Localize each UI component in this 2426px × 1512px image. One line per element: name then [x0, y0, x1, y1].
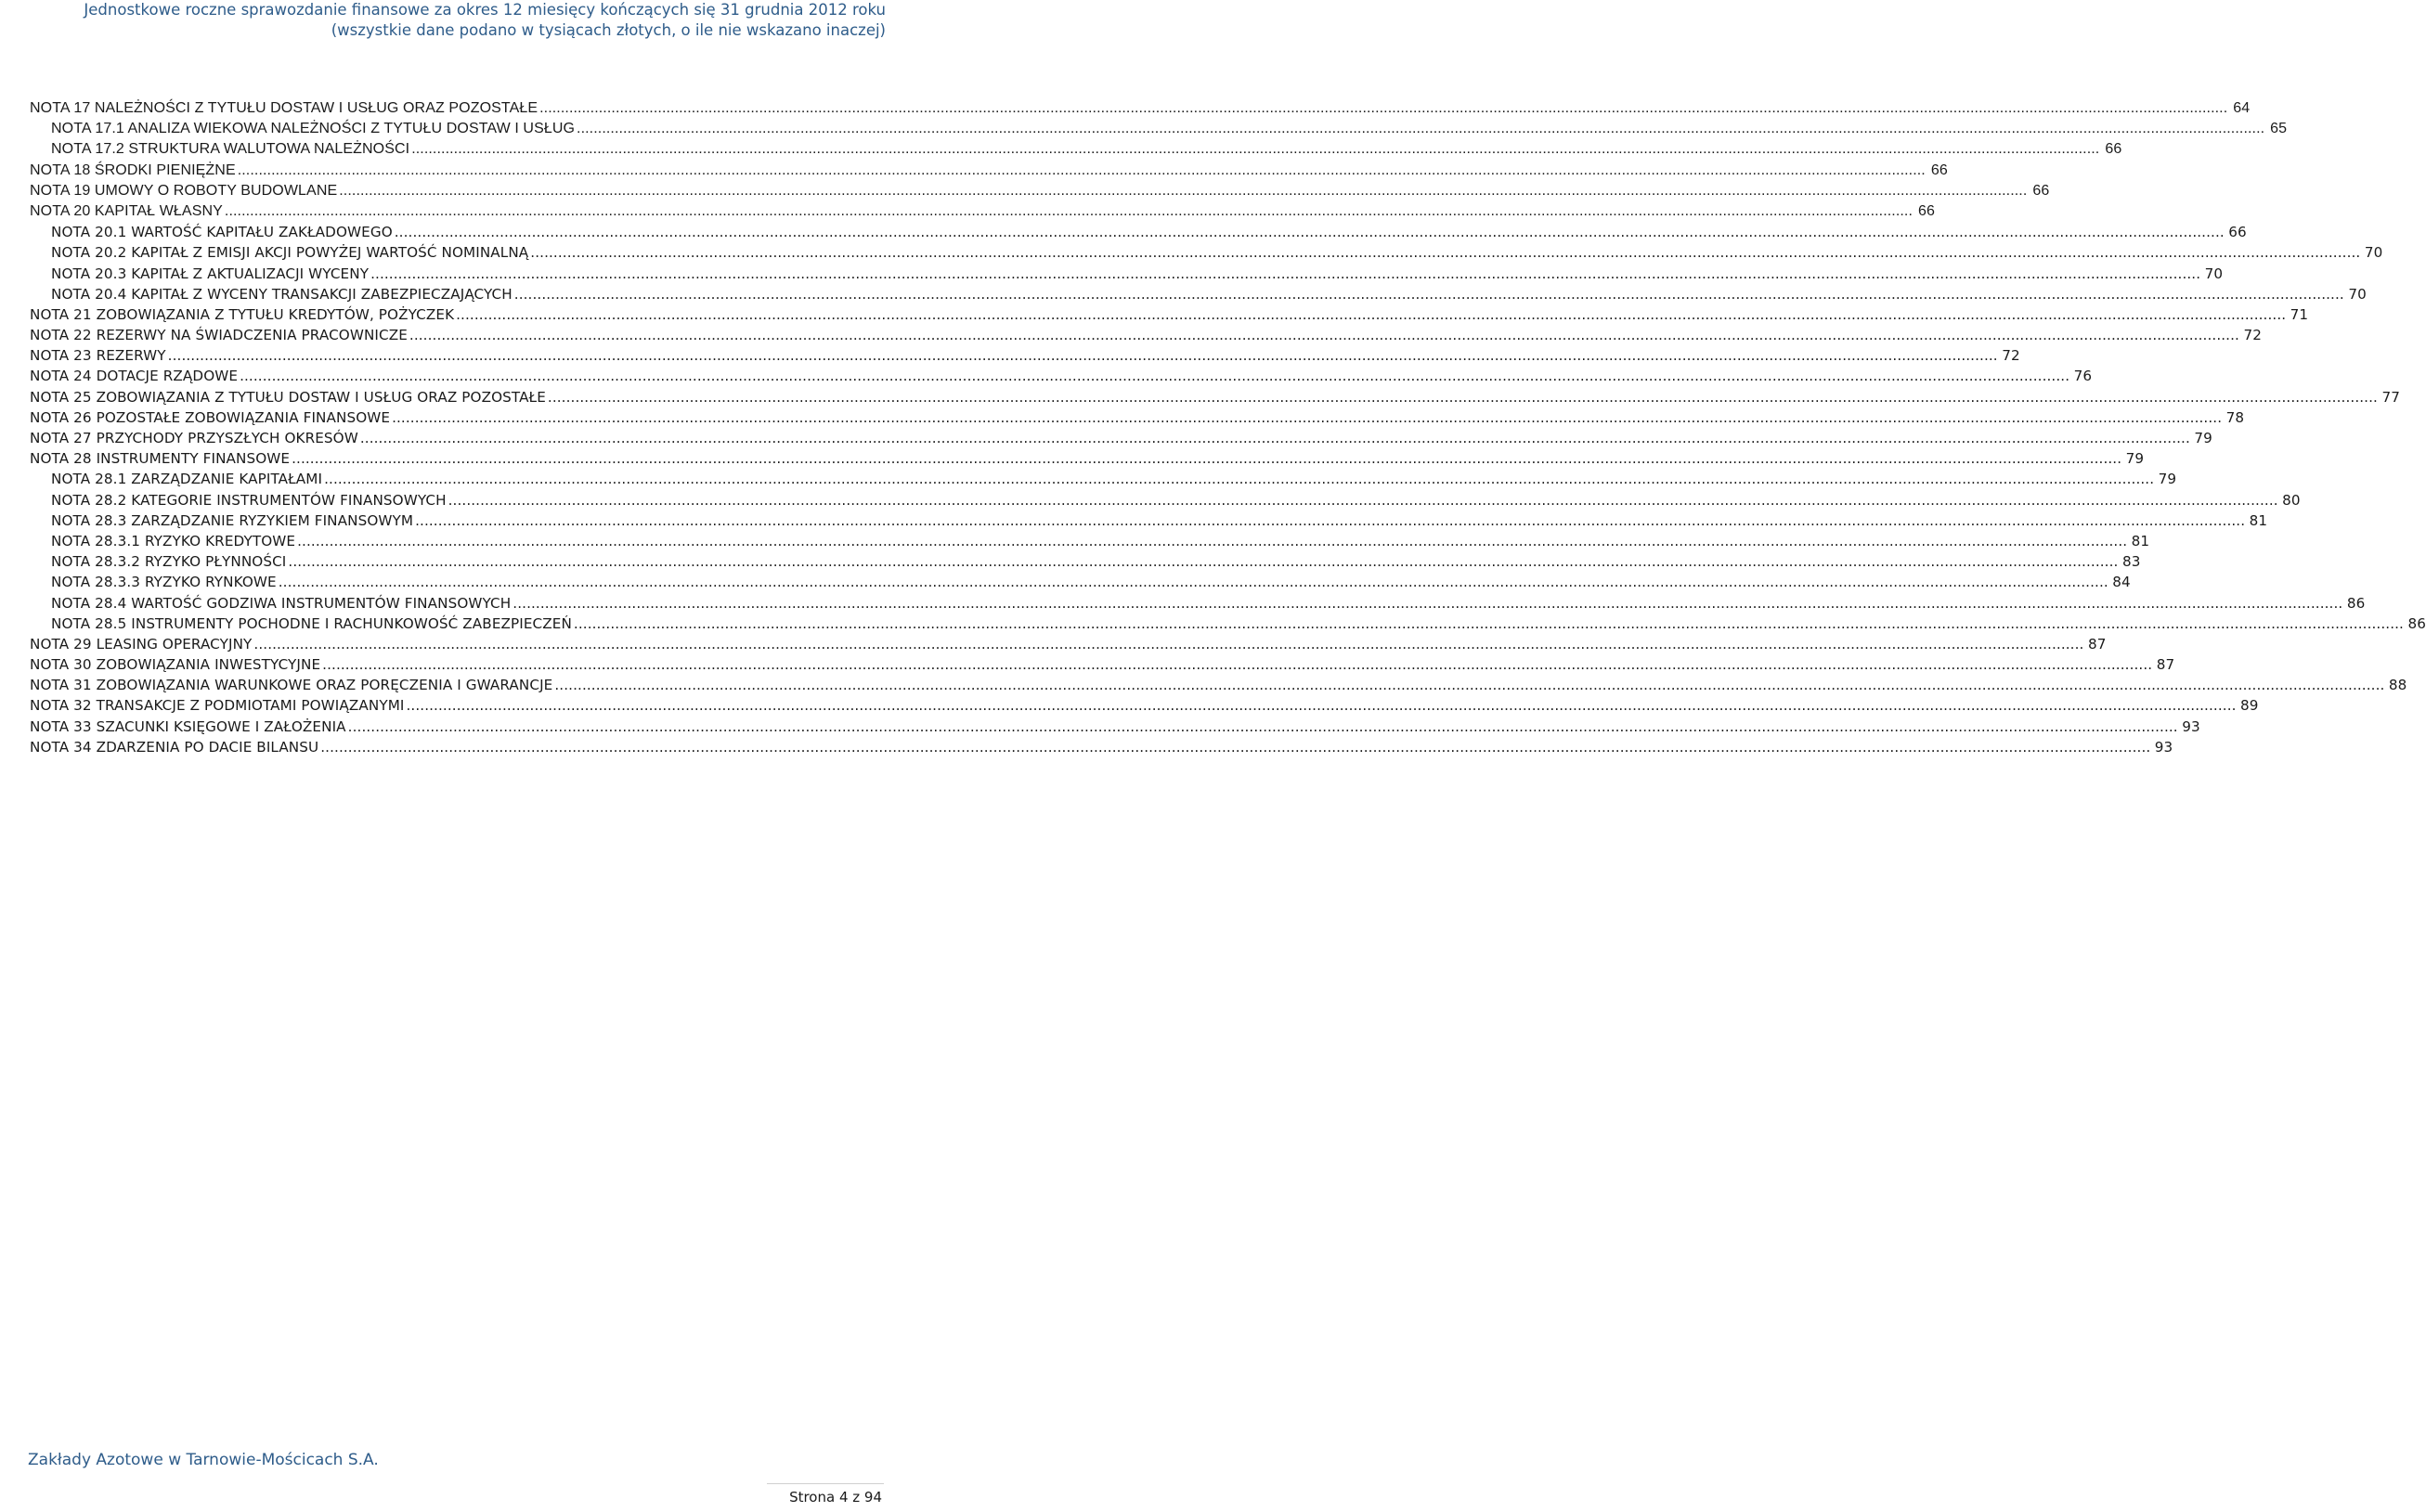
toc-entry-title: NOTA 24 DOTACJE RZĄDOWE	[30, 368, 239, 385]
toc-entry[interactable]	[30, 139, 2122, 160]
toc-entry[interactable]	[30, 490, 2301, 510]
toc-entry[interactable]	[30, 98, 2251, 119]
toc-entry-title: NOTA 20.1 WARTOŚĆ KAPITAŁU ZAKŁADOWEGO	[51, 224, 393, 241]
toc-entry-title: NOTA 34 ZDARZENIA PO DACIE BILANSU	[30, 738, 319, 756]
toc-entry[interactable]	[30, 572, 2131, 592]
toc-entry-page: 93	[2182, 717, 2200, 735]
toc-entry[interactable]	[30, 695, 2259, 716]
toc-entry-page: 70	[2204, 265, 2224, 282]
toc-entry[interactable]	[30, 284, 2367, 304]
toc-entry-page: 65	[2270, 121, 2288, 137]
toc-entry[interactable]	[30, 119, 2288, 139]
toc-entry-page: 80	[2282, 491, 2301, 509]
toc-entry-title: NOTA 28.1 ZARZĄDZANIE KAPITAŁAMI	[51, 471, 323, 488]
footer-company-name: Zakłady Azotowe w Tarnowie-Mościcach S.A.	[28, 1451, 379, 1469]
toc-dot-leader: ................................................................................................................................................................................................................................................................................................................................................................................................................	[394, 224, 2225, 241]
toc-dot-leader: ................................................................................................................................................................................................................................................................................................................................................................................................................	[554, 677, 2385, 694]
toc-entry[interactable]	[30, 345, 2020, 366]
toc-entry-title: NOTA 27 PRZYCHODY PRZYSZŁYCH OKRESÓW	[30, 430, 358, 446]
toc-dot-leader: ................................................................................................................................................................................................................................................................................................................................................................................................................	[297, 532, 2128, 549]
toc-entry[interactable]	[30, 614, 2426, 634]
toc-entry-title: NOTA 20 KAPITAŁ WŁASNY	[30, 202, 223, 219]
toc-entry-page: 86	[2346, 594, 2366, 612]
toc-entry-page: 72	[2243, 327, 2262, 344]
toc-dot-leader: ................................................................................................................................................................................................................................................................................................................................................................................................................	[237, 162, 1926, 178]
toc-dot-leader: ................................................................................................................................................................................................................................................................................................................................................................................................................	[448, 491, 2278, 509]
toc-dot-leader: ................................................................................................................................................................................................................................................................................................................................................................................................................	[324, 471, 2155, 488]
footer-page-number: Strona 4 z 94	[789, 1489, 882, 1506]
toc-dot-leader: ................................................................................................................................................................................................................................................................................................................................................................................................................	[288, 553, 2119, 571]
toc-entry[interactable]	[30, 181, 2050, 201]
toc-dot-leader: ................................................................................................................................................................................................................................................................................................................................................................................................................	[292, 450, 2122, 468]
toc-entry-title: NOTA 30 ZOBOWIĄZANIA INWESTYCYJNE	[30, 656, 321, 674]
toc-entry-page: 76	[2073, 368, 2093, 385]
toc-entry-title: NOTA 20.3 KAPITAŁ Z AKTUALIZACJI WYCENY	[51, 265, 370, 282]
toc-dot-leader: ................................................................................................................................................................................................................................................................................................................................................................................................................	[392, 408, 2223, 426]
toc-entry-page: 64	[2233, 100, 2251, 116]
header-title: Jednostkowe roczne sprawozdanie finansowe za okres 12 miesięcy kończących się 31 grudnia 2012 roku	[84, 1, 886, 19]
toc-entry-page: 70	[2348, 285, 2367, 303]
toc-entry-page: 79	[2158, 471, 2177, 488]
toc-entry[interactable]	[30, 469, 2177, 489]
toc-entry-title: NOTA 28.3.3 RYZYKO RYNKOWE	[51, 574, 277, 591]
toc-dot-leader: ................................................................................................................................................................................................................................................................................................................................................................................................................	[409, 327, 2239, 344]
toc-entry[interactable]	[30, 717, 2200, 737]
toc-dot-leader: ................................................................................................................................................................................................................................................................................................................................................................................................................	[322, 656, 2153, 674]
footer-divider	[767, 1483, 884, 1484]
toc-entry-title: NOTA 23 REZERWY	[30, 347, 166, 365]
toc-dot-leader: ................................................................................................................................................................................................................................................................................................................................................................................................................	[253, 635, 2084, 653]
toc-dot-leader: ................................................................................................................................................................................................................................................................................................................................................................................................................	[547, 388, 2378, 406]
toc-entry-page: 79	[2194, 430, 2212, 446]
toc-entry-page: 70	[2364, 244, 2383, 262]
toc-entry[interactable]	[30, 593, 2366, 614]
toc-entry-title: NOTA 29 LEASING OPERACYJNY	[30, 635, 253, 653]
toc-dot-leader: ................................................................................................................................................................................................................................................................................................................................................................................................................	[456, 305, 2287, 323]
toc-entry-page: 84	[2112, 574, 2131, 591]
toc-entry-title: NOTA 28 INSTRUMENTY FINANSOWE	[30, 450, 291, 468]
toc-dot-leader: ................................................................................................................................................................................................................................................................................................................................................................................................................	[406, 697, 2237, 715]
toc-entry[interactable]	[30, 242, 2383, 263]
toc-dot-leader: ................................................................................................................................................................................................................................................................................................................................................................................................................	[573, 614, 2404, 632]
toc-entry[interactable]	[30, 264, 2224, 284]
toc-entry[interactable]	[30, 510, 2268, 531]
toc-entry-page: 71	[2290, 305, 2309, 323]
toc-entry[interactable]	[30, 654, 2175, 675]
toc-dot-leader: ................................................................................................................................................................................................................................................................................................................................................................................................................	[320, 738, 2151, 756]
toc-dot-leader: ................................................................................................................................................................................................................................................................................................................................................................................................................	[278, 574, 2108, 591]
toc-entry[interactable]	[30, 387, 2400, 407]
toc-entry-title: NOTA 28.2 KATEGORIE INSTRUMENTÓW FINANSOWYCH	[51, 491, 447, 509]
toc-entry-page: 88	[2388, 677, 2407, 694]
toc-entry[interactable]	[30, 201, 1936, 222]
toc-entry-title: NOTA 17.1 ANALIZA WIEKOWA NALEŻNOŚCI Z TYTUŁU DOSTAW I USŁUG	[51, 121, 576, 137]
toc-dot-leader: ................................................................................................................................................................................................................................................................................................................................................................................................................	[167, 347, 1998, 365]
toc-entry-title: NOTA 28.3.2 RYZYKO PŁYNNOŚCI	[51, 553, 287, 571]
toc-entry[interactable]	[30, 531, 2150, 551]
toc-entry-title: NOTA 20.4 KAPITAŁ Z WYCENY TRANSAKCJI ZABEZPIECZAJĄCYCH	[51, 285, 512, 303]
table-of-contents	[30, 98, 2426, 757]
toc-entry-title: NOTA 26 POZOSTAŁE ZOBOWIĄZANIA FINANSOWE	[30, 408, 391, 426]
toc-entry-page: 66	[1930, 162, 1948, 178]
toc-entry-title: NOTA 22 REZERWY NA ŚWIADCZENIA PRACOWNICZE	[30, 327, 408, 344]
toc-entry-page: 87	[2156, 656, 2175, 674]
toc-entry-page: 86	[2407, 614, 2426, 632]
toc-entry[interactable]	[30, 737, 2173, 757]
toc-dot-leader: ................................................................................................................................................................................................................................................................................................................................................................................................................	[347, 717, 2178, 735]
toc-entry-page: 81	[2131, 532, 2150, 549]
toc-dot-leader: ................................................................................................................................................................................................................................................................................................................................................................................................................	[240, 368, 2070, 385]
toc-entry[interactable]	[30, 428, 2212, 448]
toc-dot-leader: ................................................................................................................................................................................................................................................................................................................................................................................................................	[539, 100, 2228, 116]
toc-entry[interactable]	[30, 325, 2262, 345]
toc-entry[interactable]	[30, 161, 1948, 181]
toc-entry-page: 66	[2105, 141, 2122, 158]
toc-dot-leader: ................................................................................................................................................................................................................................................................................................................................................................................................................	[359, 430, 2190, 446]
toc-entry-title: NOTA 28.5 INSTRUMENTY POCHODNE I RACHUNKOWOŚĆ ZABEZPIECZEŃ	[51, 614, 572, 632]
page-header	[13, 0, 886, 41]
toc-entry[interactable]	[30, 551, 2141, 572]
toc-entry-title: NOTA 18 ŚRODKI PIENIĘŻNE	[30, 162, 236, 178]
toc-dot-leader: ................................................................................................................................................................................................................................................................................................................................................................................................................	[339, 182, 2028, 199]
toc-entry-page: 78	[2225, 408, 2245, 426]
toc-entry-title: NOTA 32 TRANSAKCJE Z PODMIOTAMI POWIĄZANYMI	[30, 697, 405, 715]
header-subtitle: (wszystkie dane podano w tysiącach złotych, o ile nie wskazano inaczej)	[331, 21, 886, 39]
toc-dot-leader: ................................................................................................................................................................................................................................................................................................................................................................................................................	[370, 265, 2201, 282]
toc-entry-title: NOTA 19 UMOWY O ROBOTY BUDOWLANE	[30, 182, 338, 199]
toc-entry-title: NOTA 21 ZOBOWIĄZANIA Z TYTUŁU KREDYTÓW, POŻYCZEK	[30, 305, 455, 323]
toc-dot-leader: ................................................................................................................................................................................................................................................................................................................................................................................................................	[513, 285, 2344, 303]
toc-entry-page: 77	[2381, 388, 2400, 406]
toc-entry-title: NOTA 28.3 ZARZĄDZANIE RYZYKIEM FINANSOWYM	[51, 511, 414, 529]
toc-entry-title: NOTA 25 ZOBOWIĄZANIA Z TYTUŁU DOSTAW I USŁUG ORAZ POZOSTAŁE	[30, 388, 546, 406]
toc-entry-page: 66	[1918, 202, 1936, 219]
toc-entry-page: 81	[2249, 511, 2268, 529]
toc-dot-leader: ................................................................................................................................................................................................................................................................................................................................................................................................................	[530, 244, 2361, 262]
toc-entry-title: NOTA 28.3.1 RYZYKO KREDYTOWE	[51, 532, 296, 549]
toc-dot-leader: ................................................................................................................................................................................................................................................................................................................................................................................................................	[577, 121, 2265, 137]
toc-entry-title: NOTA 17 NALEŻNOŚCI Z TYTUŁU DOSTAW I USŁUG ORAZ POZOSTAŁE	[30, 100, 538, 116]
toc-dot-leader: ................................................................................................................................................................................................................................................................................................................................................................................................................	[411, 141, 2100, 158]
toc-entry[interactable]	[30, 634, 2107, 654]
toc-entry-title: NOTA 20.2 KAPITAŁ Z EMISJI AKCJI POWYŻEJ WARTOŚĆ NOMINALNĄ	[51, 244, 529, 262]
toc-entry[interactable]	[30, 222, 2247, 242]
toc-entry-title: NOTA 31 ZOBOWIĄZANIA WARUNKOWE ORAZ PORĘCZENIA I GWARANCJE	[30, 677, 553, 694]
toc-entry[interactable]	[30, 366, 2093, 386]
toc-entry-page: 66	[2228, 224, 2247, 241]
toc-entry-page: 79	[2125, 450, 2145, 468]
toc-entry[interactable]	[30, 675, 2407, 695]
toc-entry[interactable]	[30, 407, 2245, 428]
toc-dot-leader: ................................................................................................................................................................................................................................................................................................................................................................................................................	[224, 202, 1914, 219]
toc-entry-page: 66	[2032, 182, 2050, 199]
toc-entry-title: NOTA 33 SZACUNKI KSIĘGOWE I ZAŁOŻENIA	[30, 717, 346, 735]
toc-dot-leader: ................................................................................................................................................................................................................................................................................................................................................................................................................	[415, 511, 2246, 529]
toc-entry-page: 83	[2121, 553, 2141, 571]
toc-entry-title: NOTA 28.4 WARTOŚĆ GODZIWA INSTRUMENTÓW FINANSOWYCH	[51, 594, 512, 612]
toc-entry-page: 87	[2087, 635, 2107, 653]
toc-entry-page: 89	[2240, 697, 2259, 715]
toc-entry-title: NOTA 17.2 STRUKTURA WALUTOWA NALEŻNOŚCI	[51, 141, 410, 158]
toc-entry[interactable]	[30, 304, 2309, 325]
toc-dot-leader: ................................................................................................................................................................................................................................................................................................................................................................................................................	[512, 594, 2343, 612]
toc-entry[interactable]	[30, 448, 2145, 469]
toc-entry-page: 72	[2002, 347, 2020, 365]
toc-entry-page: 93	[2154, 738, 2173, 756]
